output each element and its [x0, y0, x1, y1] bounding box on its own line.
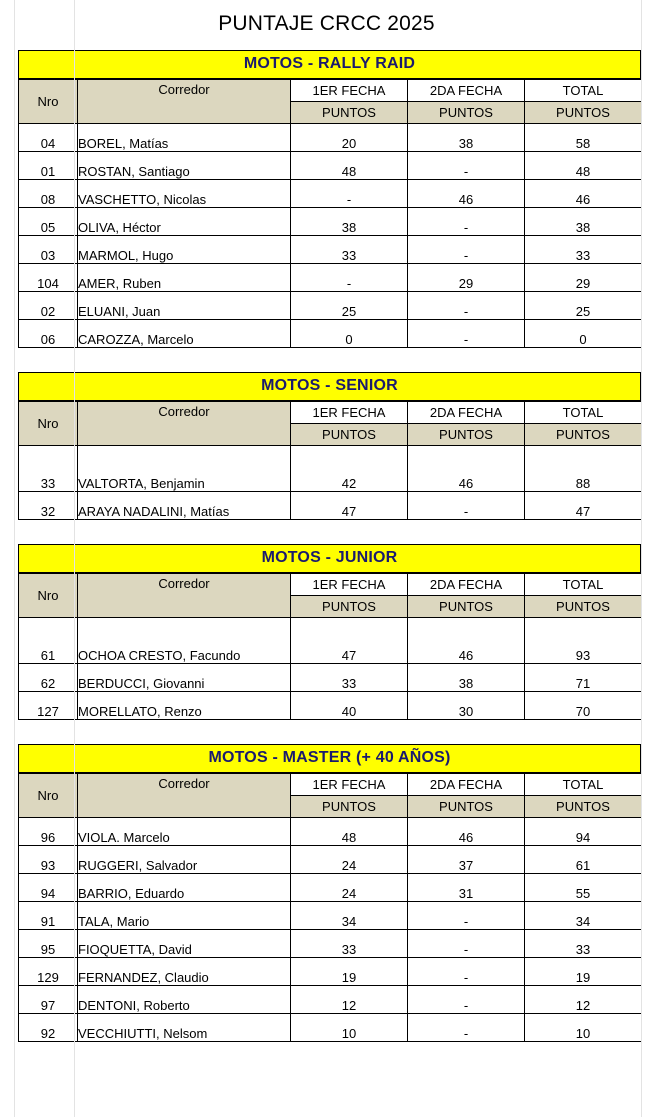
table-row	[19, 874, 642, 902]
points-total: 38	[525, 208, 642, 236]
column-subheader-puntos: PUNTOS	[408, 796, 525, 818]
points-fecha2: 46	[408, 818, 525, 846]
points-total: 70	[525, 692, 642, 720]
rider-number: 33	[19, 446, 78, 492]
points-total: 55	[525, 874, 642, 902]
column-subheader-puntos: PUNTOS	[291, 424, 408, 446]
rider-number: 93	[19, 846, 78, 874]
points-fecha1: 20	[291, 124, 408, 152]
points-total: 48	[525, 152, 642, 180]
column-header-total: TOTAL	[525, 774, 642, 796]
points-total: 46	[525, 180, 642, 208]
points-fecha2: -	[408, 958, 525, 986]
rider-number: 05	[19, 208, 78, 236]
points-fecha1: 48	[291, 818, 408, 846]
points-fecha2: 31	[408, 874, 525, 902]
column-header-corredor: Corredor	[78, 80, 291, 124]
points-total: 88	[525, 446, 642, 492]
points-fecha1: 24	[291, 846, 408, 874]
standings-table	[18, 401, 642, 520]
column-header-fecha1: 1ER FECHA	[291, 80, 408, 102]
rider-number: 92	[19, 1014, 78, 1042]
column-subheader-puntos: PUNTOS	[525, 424, 642, 446]
points-fecha2: 37	[408, 846, 525, 874]
table-row	[19, 902, 642, 930]
column-header-corredor: Corredor	[78, 774, 291, 818]
points-fecha2: 29	[408, 264, 525, 292]
table-row	[19, 124, 642, 152]
rider-name: VIOLA. Marcelo	[78, 818, 291, 846]
rider-name: BARRIO, Eduardo	[78, 874, 291, 902]
rider-name: OLIVA, Héctor	[78, 208, 291, 236]
column-header-fecha2: 2DA FECHA	[408, 574, 525, 596]
points-total: 33	[525, 930, 642, 958]
points-total: 34	[525, 902, 642, 930]
points-total: 0	[525, 320, 642, 348]
points-total: 61	[525, 846, 642, 874]
rider-name: RUGGERI, Salvador	[78, 846, 291, 874]
table-row	[19, 818, 642, 846]
points-fecha2: -	[408, 1014, 525, 1042]
points-fecha1: 33	[291, 930, 408, 958]
rider-name: CAROZZA, Marcelo	[78, 320, 291, 348]
rider-name: FERNANDEZ, Claudio	[78, 958, 291, 986]
table-header-row	[19, 574, 642, 596]
category-block	[18, 372, 641, 520]
column-header-corredor: Corredor	[78, 574, 291, 618]
points-total: 19	[525, 958, 642, 986]
column-subheader-puntos: PUNTOS	[291, 102, 408, 124]
table-row	[19, 208, 642, 236]
column-header-fecha1: 1ER FECHA	[291, 402, 408, 424]
category-heading: MOTOS - MASTER (+ 40 AÑOS)	[18, 744, 641, 773]
sections-container	[0, 50, 659, 1042]
rider-name: FIOQUETTA, David	[78, 930, 291, 958]
rider-name: ROSTAN, Santiago	[78, 152, 291, 180]
rider-number: 32	[19, 492, 78, 520]
grid-line	[14, 0, 15, 1117]
points-fecha1: -	[291, 180, 408, 208]
standings-table	[18, 79, 642, 348]
rider-name: DENTONI, Roberto	[78, 986, 291, 1014]
points-fecha2: -	[408, 320, 525, 348]
points-total: 10	[525, 1014, 642, 1042]
points-fecha2: 30	[408, 692, 525, 720]
column-header-fecha1: 1ER FECHA	[291, 574, 408, 596]
table-header-row	[19, 402, 642, 424]
table-row	[19, 664, 642, 692]
points-fecha1: 38	[291, 208, 408, 236]
points-fecha2: -	[408, 986, 525, 1014]
category-heading: MOTOS - SENIOR	[18, 372, 641, 401]
rider-number: 94	[19, 874, 78, 902]
column-subheader-puntos: PUNTOS	[525, 796, 642, 818]
rider-name: MORELLATO, Renzo	[78, 692, 291, 720]
points-fecha1: 24	[291, 874, 408, 902]
table-row	[19, 446, 642, 492]
column-header-nro: Nro	[19, 774, 78, 818]
grid-line	[641, 0, 642, 1117]
table-row	[19, 1014, 642, 1042]
table-row	[19, 986, 642, 1014]
points-total: 25	[525, 292, 642, 320]
rider-number: 129	[19, 958, 78, 986]
rider-name: ELUANI, Juan	[78, 292, 291, 320]
rider-number: 97	[19, 986, 78, 1014]
rider-number: 02	[19, 292, 78, 320]
points-fecha1: 33	[291, 236, 408, 264]
rider-name: MARMOL, Hugo	[78, 236, 291, 264]
points-fecha1: -	[291, 264, 408, 292]
table-row	[19, 236, 642, 264]
table-row	[19, 264, 642, 292]
points-fecha2: -	[408, 208, 525, 236]
category-block	[18, 544, 641, 720]
table-row	[19, 292, 642, 320]
rider-number: 91	[19, 902, 78, 930]
column-subheader-puntos: PUNTOS	[291, 796, 408, 818]
points-fecha2: 46	[408, 180, 525, 208]
rider-number: 62	[19, 664, 78, 692]
points-fecha2: -	[408, 236, 525, 264]
table-row	[19, 618, 642, 664]
points-total: 94	[525, 818, 642, 846]
rider-number: 01	[19, 152, 78, 180]
rider-name: VECCHIUTTI, Nelsom	[78, 1014, 291, 1042]
points-total: 29	[525, 264, 642, 292]
table-row	[19, 930, 642, 958]
points-fecha1: 0	[291, 320, 408, 348]
points-fecha1: 10	[291, 1014, 408, 1042]
column-header-fecha2: 2DA FECHA	[408, 80, 525, 102]
points-total: 47	[525, 492, 642, 520]
column-header-nro: Nro	[19, 80, 78, 124]
rider-name: BOREL, Matías	[78, 124, 291, 152]
points-fecha1: 47	[291, 492, 408, 520]
column-subheader-puntos: PUNTOS	[408, 102, 525, 124]
page-title: PUNTAJE CRCC 2025	[218, 12, 435, 35]
column-header-fecha2: 2DA FECHA	[408, 774, 525, 796]
rider-number: 104	[19, 264, 78, 292]
column-header-total: TOTAL	[525, 574, 642, 596]
points-fecha2: 38	[408, 664, 525, 692]
points-fecha2: -	[408, 152, 525, 180]
rider-number: 08	[19, 180, 78, 208]
column-subheader-puntos: PUNTOS	[408, 596, 525, 618]
points-fecha1: 42	[291, 446, 408, 492]
rider-name: ARAYA NADALINI, Matías	[78, 492, 291, 520]
column-header-fecha2: 2DA FECHA	[408, 402, 525, 424]
column-subheader-puntos: PUNTOS	[408, 424, 525, 446]
column-header-fecha1: 1ER FECHA	[291, 774, 408, 796]
grid-line	[74, 0, 75, 1117]
points-total: 58	[525, 124, 642, 152]
rider-name: BERDUCCI, Giovanni	[78, 664, 291, 692]
points-total: 93	[525, 618, 642, 664]
rider-name: VASCHETTO, Nicolas	[78, 180, 291, 208]
points-total: 12	[525, 986, 642, 1014]
table-row	[19, 492, 642, 520]
table-row	[19, 692, 642, 720]
points-fecha1: 25	[291, 292, 408, 320]
rider-number: 03	[19, 236, 78, 264]
points-fecha1: 33	[291, 664, 408, 692]
points-fecha2: -	[408, 930, 525, 958]
column-header-corredor: Corredor	[78, 402, 291, 446]
column-subheader-puntos: PUNTOS	[291, 596, 408, 618]
points-fecha1: 40	[291, 692, 408, 720]
points-fecha2: -	[408, 292, 525, 320]
points-fecha1: 47	[291, 618, 408, 664]
points-fecha2: -	[408, 902, 525, 930]
standings-table	[18, 773, 642, 1042]
column-header-nro: Nro	[19, 574, 78, 618]
points-total: 71	[525, 664, 642, 692]
rider-name: VALTORTA, Benjamin	[78, 446, 291, 492]
table-row	[19, 958, 642, 986]
category-heading: MOTOS - JUNIOR	[18, 544, 641, 573]
points-fecha2: -	[408, 492, 525, 520]
rider-name: TALA, Mario	[78, 902, 291, 930]
points-total: 33	[525, 236, 642, 264]
rider-number: 96	[19, 818, 78, 846]
rider-number: 04	[19, 124, 78, 152]
points-fecha2: 46	[408, 618, 525, 664]
points-fecha2: 38	[408, 124, 525, 152]
table-header-row	[19, 80, 642, 102]
table-header-row	[19, 774, 642, 796]
table-row	[19, 180, 642, 208]
points-fecha2: 46	[408, 446, 525, 492]
table-row	[19, 846, 642, 874]
category-heading: MOTOS - RALLY RAID	[18, 50, 641, 79]
table-row	[19, 320, 642, 348]
rider-number: 61	[19, 618, 78, 664]
rider-name: AMER, Ruben	[78, 264, 291, 292]
standings-table	[18, 573, 642, 720]
rider-number: 06	[19, 320, 78, 348]
points-fecha1: 19	[291, 958, 408, 986]
column-header-nro: Nro	[19, 402, 78, 446]
column-subheader-puntos: PUNTOS	[525, 596, 642, 618]
points-fecha1: 12	[291, 986, 408, 1014]
points-fecha1: 48	[291, 152, 408, 180]
column-header-total: TOTAL	[525, 80, 642, 102]
category-block	[18, 744, 641, 1042]
rider-name: OCHOA CRESTO, Facundo	[78, 618, 291, 664]
category-block	[18, 50, 641, 348]
column-subheader-puntos: PUNTOS	[525, 102, 642, 124]
table-row	[19, 152, 642, 180]
column-header-total: TOTAL	[525, 402, 642, 424]
rider-number: 95	[19, 930, 78, 958]
rider-number: 127	[19, 692, 78, 720]
points-fecha1: 34	[291, 902, 408, 930]
